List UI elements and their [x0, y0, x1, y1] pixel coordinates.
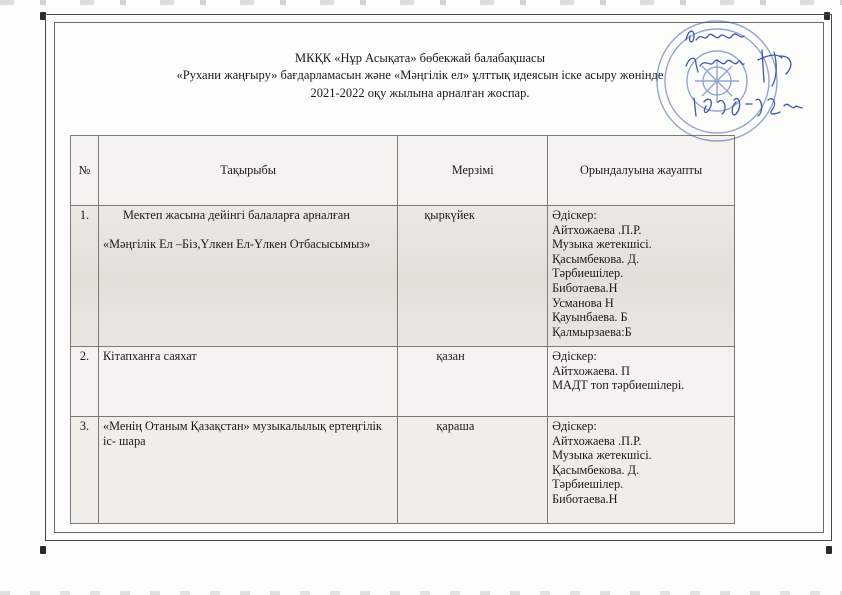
- responsible-line: МАДТ топ тәрбиешілері.: [552, 378, 685, 393]
- row-number: 3.: [71, 417, 99, 524]
- responsible-line: Тәрбиешілер.: [552, 477, 624, 492]
- row-date: қараша: [398, 417, 548, 524]
- responsible-line: Айтхожаева. П: [552, 363, 631, 378]
- row-topic: [98, 206, 397, 347]
- column-header-topic: Тақырыбы: [98, 136, 397, 206]
- responsible-line: Қауынбаева. Б: [552, 310, 628, 325]
- program-title: «Рухани жаңғыру» бағдарламасын және «Мәңгілік ел» ұлттық идеясын іске асыру жөнінде: [176, 68, 664, 82]
- table-row: [71, 206, 735, 347]
- scan-edge-top: [0, 0, 842, 5]
- row-topic: Кітапханға саяхат: [98, 347, 397, 417]
- scan-edge-bottom: [0, 591, 842, 595]
- approval-signature: [682, 22, 812, 122]
- responsible-line: Биботаева.Н: [552, 491, 618, 506]
- scan-mark: [826, 546, 832, 554]
- plan-year-title: 2021-2022 оқу жылына арналған жоспар.: [310, 86, 530, 100]
- responsible-line: Қалмырзаева:Б: [552, 324, 632, 339]
- row-date: қазан: [398, 347, 548, 417]
- row-responsible: [548, 347, 735, 417]
- row-responsible: [548, 417, 735, 524]
- responsible-line: Усманова Н: [552, 295, 614, 310]
- responsible-line: Қасымбекова. Д.: [552, 462, 640, 477]
- table-row: [71, 417, 735, 524]
- responsible-line: Әдіскер:: [552, 419, 597, 433]
- column-header-responsible: Орындалуына жауапты: [548, 136, 735, 206]
- organization-title: МКҚК «Нұр Асықата» бөбекжай балабақшасы: [295, 51, 545, 65]
- responsible-line: Тәрбиешілер.: [552, 266, 624, 281]
- topic-line: «Мәңгілік Ел –Біз,Үлкен Ел-Үлкен Отбасысымыз»: [102, 236, 371, 251]
- column-header-number: №: [71, 136, 99, 206]
- responsible-line: Әдіскер:: [552, 349, 597, 363]
- scan-mark: [40, 546, 46, 554]
- responsible-line: Айтхожаева .П.Р.: [552, 222, 642, 237]
- row-number: 1.: [71, 206, 99, 347]
- row-responsible: [548, 206, 735, 347]
- responsible-line: Музыка жетекшісі.: [552, 237, 652, 252]
- responsible-line: Әдіскер:: [552, 208, 597, 222]
- row-number: 2.: [71, 347, 99, 417]
- row-date: қыркүйек: [398, 206, 548, 347]
- table-row: [71, 347, 735, 417]
- column-header-date: Мерзімі: [398, 136, 548, 206]
- responsible-line: Айтхожаева .П.Р.: [552, 433, 642, 448]
- table-header-row: [71, 136, 735, 206]
- responsible-line: Биботаева.Н: [552, 280, 618, 295]
- topic-line: Мектеп жасына дейінгі балаларға арналған: [122, 208, 350, 222]
- responsible-line: Музыка жетекшісі.: [552, 448, 652, 463]
- responsible-line: Қасымбекова. Д.: [552, 251, 640, 266]
- row-topic: «Менің Отаным Қазақстан» музыкалылық ертеңгілік іс- шара: [98, 417, 397, 524]
- plan-table: [70, 135, 735, 524]
